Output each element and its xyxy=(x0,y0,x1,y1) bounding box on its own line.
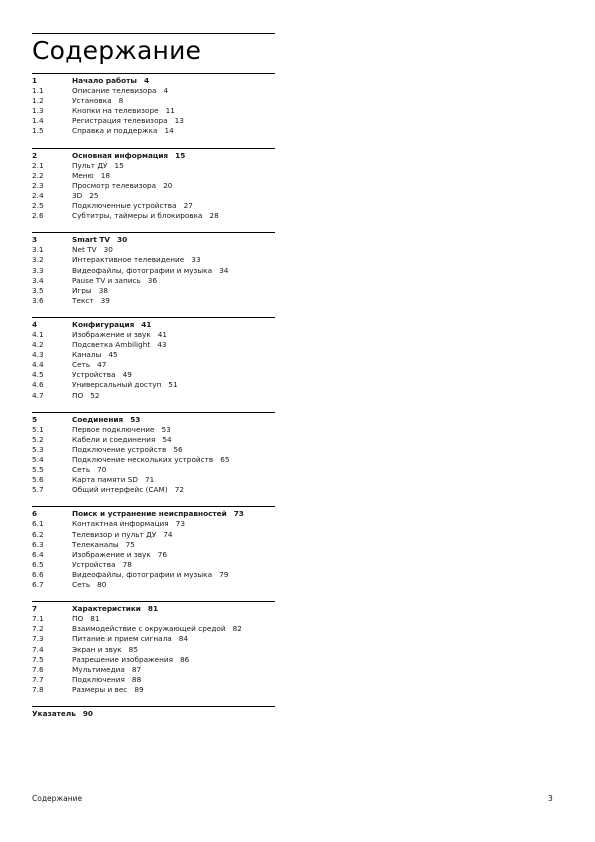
entry-page-number: 81 xyxy=(90,614,100,624)
toc-entry[interactable] xyxy=(32,685,275,695)
toc-section xyxy=(32,412,275,496)
chapter-page-number: 53 xyxy=(130,414,141,424)
entry-page-number: 53 xyxy=(161,424,171,434)
entry-number: 7.4 xyxy=(32,644,44,654)
entry-title-wrap xyxy=(72,614,275,624)
entry-title-wrap xyxy=(72,211,275,221)
entry-number: 4.3 xyxy=(32,350,44,360)
toc-section xyxy=(32,601,275,695)
entry-page-number: 25 xyxy=(89,190,99,200)
toc-entry[interactable] xyxy=(32,126,275,136)
entry-title-wrap xyxy=(72,161,275,171)
toc-entry[interactable] xyxy=(32,340,275,350)
entry-title: Первое подключение xyxy=(72,424,155,434)
footer-section-label: Содержание xyxy=(32,794,83,803)
entry-number: 5.4 xyxy=(32,455,44,464)
toc-entry[interactable] xyxy=(32,161,275,171)
entry-title: Подключенные устройства xyxy=(72,201,177,211)
entry-number: 1.2 xyxy=(32,96,44,106)
footer-page-number: 3 xyxy=(548,794,553,803)
toc-entry[interactable] xyxy=(32,350,275,360)
entry-title-wrap xyxy=(72,391,275,401)
entry-page-number: 56 xyxy=(173,444,183,454)
entry-title-wrap xyxy=(72,465,275,475)
toc-chapter-heading[interactable] xyxy=(32,509,275,519)
entry-title: Мультимедиа xyxy=(72,664,125,674)
toc-section xyxy=(32,148,275,222)
title-rule xyxy=(32,33,275,34)
toc-entry[interactable] xyxy=(32,530,275,540)
entry-title: Устройства xyxy=(72,370,116,380)
chapter-title: Smart TV xyxy=(72,235,111,245)
chapter-title: Конфигурация xyxy=(72,319,135,329)
toc-entry[interactable] xyxy=(32,286,275,296)
entry-title-wrap xyxy=(72,116,275,126)
entry-title-wrap xyxy=(72,550,275,560)
entry-page-number: 34 xyxy=(219,265,229,275)
toc-chapter-heading[interactable] xyxy=(32,320,275,330)
entry-title-wrap xyxy=(72,96,275,106)
entry-title-wrap xyxy=(72,245,275,255)
entry-title: Пульт ДУ xyxy=(72,160,108,170)
toc-section xyxy=(32,317,275,401)
entry-number: 7.3 xyxy=(32,634,44,644)
entry-number: 4.7 xyxy=(32,390,44,400)
entry-page-number: 4 xyxy=(163,86,169,96)
toc-chapter-heading[interactable] xyxy=(32,151,275,161)
toc-entry[interactable] xyxy=(32,624,275,634)
entry-title: Изображение и звук xyxy=(72,549,151,559)
entry-number: 2.4 xyxy=(32,190,44,200)
toc-entry[interactable] xyxy=(32,296,275,306)
entry-title-wrap xyxy=(72,181,275,191)
toc-entry[interactable] xyxy=(32,580,275,590)
entry-number: 7.8 xyxy=(32,684,44,694)
chapter-number: 7 xyxy=(32,604,38,614)
entry-title: ПО xyxy=(72,390,84,400)
chapter-number: 3 xyxy=(32,235,38,245)
entry-page-number: 54 xyxy=(162,434,172,444)
entry-title-wrap xyxy=(72,675,275,685)
entry-number: 2.2 xyxy=(32,170,44,180)
entry-number: 4.2 xyxy=(32,340,44,350)
entry-title-wrap xyxy=(72,540,275,550)
entry-number: 7.7 xyxy=(32,674,44,684)
chapter-number: 4 xyxy=(32,319,38,329)
entry-page-number: 71 xyxy=(145,475,155,485)
entry-title-wrap xyxy=(72,570,275,580)
chapter-number: 5 xyxy=(32,414,38,424)
entry-title: Кнопки на телевизоре xyxy=(72,106,159,116)
toc-entry[interactable] xyxy=(32,255,275,265)
chapter-title-wrap xyxy=(72,604,275,614)
entry-title-wrap xyxy=(72,286,275,296)
entry-title-wrap xyxy=(72,445,275,455)
chapter-number: 6 xyxy=(32,509,38,519)
toc-entry[interactable] xyxy=(32,475,275,485)
entry-page-number: 86 xyxy=(180,654,190,664)
entry-title: Каналы xyxy=(72,350,102,360)
entry-page-number: 74 xyxy=(163,529,173,539)
entry-title: Универсальный доступ xyxy=(72,380,162,390)
toc-entry[interactable] xyxy=(32,560,275,570)
entry-number: 3.5 xyxy=(32,285,44,295)
entry-number: 6.1 xyxy=(32,519,44,529)
toc-entry[interactable] xyxy=(32,435,275,445)
entry-number: 7.1 xyxy=(32,614,44,624)
toc-entry[interactable] xyxy=(32,201,275,211)
entry-page-number: 18 xyxy=(100,170,110,180)
entry-title-wrap xyxy=(72,665,275,675)
toc-entry[interactable] xyxy=(32,391,275,401)
entry-title: Просмотр телевизора xyxy=(72,180,157,190)
entry-number: 6.3 xyxy=(32,539,44,549)
entry-title-wrap xyxy=(72,350,275,360)
entry-title: Экран и звук xyxy=(72,644,122,654)
chapter-page-number: 41 xyxy=(141,319,152,329)
index-entry-block xyxy=(32,706,275,719)
entry-title: Регистрация телевизора xyxy=(72,116,168,126)
entry-title-wrap xyxy=(72,655,275,665)
entry-title: Подключение устройств xyxy=(72,444,167,454)
entry-page-number: 52 xyxy=(90,390,100,400)
entry-number: 6.6 xyxy=(32,569,44,579)
entry-page-number: 14 xyxy=(164,126,174,136)
entry-page-number: 49 xyxy=(122,370,132,380)
entry-title: Подключения xyxy=(72,674,125,684)
chapter-title-wrap xyxy=(72,509,275,519)
entry-page-number: 13 xyxy=(174,116,184,126)
entry-title: Телеканалы xyxy=(72,539,119,549)
toc-entry[interactable] xyxy=(32,245,275,255)
entry-page-number: 78 xyxy=(122,559,132,569)
toc-entry[interactable] xyxy=(32,665,275,675)
entry-page-number: 79 xyxy=(219,569,229,579)
toc-entry[interactable] xyxy=(32,455,275,465)
toc-entry[interactable] xyxy=(32,655,275,665)
entry-title: Видеофайлы, фотографии и музыка xyxy=(72,569,213,579)
toc-entry[interactable] xyxy=(32,614,275,624)
entry-number: 5.3 xyxy=(32,444,44,454)
entry-title-wrap xyxy=(72,126,275,136)
chapter-page-number: 30 xyxy=(117,235,128,245)
entry-title-wrap xyxy=(72,380,275,390)
toc-entry[interactable] xyxy=(32,465,275,475)
entry-number: 7.2 xyxy=(32,624,44,634)
chapter-page-number: 15 xyxy=(175,150,186,160)
chapter-title-wrap xyxy=(72,235,275,245)
entry-title: Интерактивное телевидение xyxy=(72,255,185,265)
toc-entry[interactable] xyxy=(32,330,275,340)
entry-number: 5.1 xyxy=(32,424,44,434)
entry-number: 3.4 xyxy=(32,275,44,285)
entry-page-number: 89 xyxy=(134,684,144,694)
entry-page-number: 51 xyxy=(168,380,178,390)
entry-title-wrap xyxy=(72,560,275,570)
toc-section xyxy=(32,506,275,590)
entry-number: 4.5 xyxy=(32,370,44,380)
entry-page-number: 88 xyxy=(131,674,142,684)
chapter-page-number: 81 xyxy=(147,604,159,614)
entry-number: 2.5 xyxy=(32,201,44,211)
entry-title: Сеть xyxy=(72,465,91,475)
entry-title-wrap xyxy=(72,455,275,465)
entry-title: Общий интерфейс (CAM) xyxy=(72,485,168,495)
entry-page-number: 47 xyxy=(97,360,107,370)
entry-title-wrap xyxy=(72,276,275,286)
entry-title-wrap xyxy=(72,530,275,540)
entry-number: 5.5 xyxy=(32,465,44,475)
chapter-title-wrap xyxy=(72,151,275,161)
entry-title: Текст xyxy=(72,295,94,305)
entry-page-number: 36 xyxy=(147,275,158,285)
entry-title: Разрешение изображения xyxy=(72,654,174,664)
entry-title-wrap xyxy=(72,425,275,435)
entry-title: Меню xyxy=(72,170,94,180)
toc-chapter-heading[interactable] xyxy=(32,76,275,86)
entry-number: 2.1 xyxy=(32,160,44,170)
entry-title: Установка xyxy=(72,96,112,106)
toc-entry[interactable] xyxy=(32,445,275,455)
entry-page-number: 33 xyxy=(191,255,201,265)
entry-title-wrap xyxy=(72,86,275,96)
chapter-title-wrap xyxy=(72,320,275,330)
entry-page-number: 45 xyxy=(108,350,118,360)
entry-number: 3.1 xyxy=(32,245,44,255)
entry-number: 2.3 xyxy=(32,180,44,190)
toc-entry[interactable] xyxy=(32,116,275,126)
entry-title: Телевизор и пульт ДУ xyxy=(72,529,157,539)
entry-number: 6.5 xyxy=(32,559,44,569)
entry-title-wrap xyxy=(72,485,275,495)
toc-entry[interactable] xyxy=(32,266,275,276)
table-of-contents xyxy=(32,73,275,719)
toc-chapter-heading[interactable] xyxy=(32,604,275,614)
entry-title-wrap xyxy=(72,475,275,485)
entry-title-wrap xyxy=(72,519,275,529)
entry-number: 5.7 xyxy=(32,485,44,495)
toc-entry[interactable] xyxy=(32,276,275,286)
entry-title-wrap xyxy=(72,191,275,201)
entry-title-wrap xyxy=(72,645,275,655)
entry-title-wrap xyxy=(72,266,275,276)
entry-page-number: 8 xyxy=(118,96,124,106)
toc-entry[interactable] xyxy=(32,211,275,221)
entry-page-number: 87 xyxy=(131,664,142,674)
entry-title-wrap xyxy=(72,435,275,445)
entry-page-number: 75 xyxy=(125,539,135,549)
toc-entry[interactable] xyxy=(32,645,275,655)
toc-entry[interactable] xyxy=(32,360,275,370)
entry-page-number: 65 xyxy=(220,455,230,464)
toc-entry[interactable] xyxy=(32,96,275,106)
entry-title: Видеофайлы, фотографии и музыка xyxy=(72,265,213,275)
entry-number: 4.6 xyxy=(32,380,44,390)
entry-number: 3.2 xyxy=(32,255,44,265)
entry-page-number: 80 xyxy=(97,580,107,590)
entry-page-number: 20 xyxy=(163,180,173,190)
chapter-title-wrap xyxy=(72,76,275,86)
chapter-title: Основная информация xyxy=(72,150,169,160)
entry-title-wrap xyxy=(72,360,275,370)
entry-title: Подсветка Ambilight xyxy=(72,340,151,350)
entry-title: Субтитры, таймеры и блокировка xyxy=(72,211,203,221)
toc-entry[interactable] xyxy=(32,675,275,685)
chapter-title: Начало работы xyxy=(72,76,137,85)
chapter-title: Поиск и устранение неисправностей xyxy=(72,509,227,519)
entry-title-wrap xyxy=(72,201,275,211)
toc-entry[interactable] xyxy=(32,550,275,560)
entry-page-number: 27 xyxy=(183,201,193,211)
entry-number: 6.7 xyxy=(32,580,44,590)
toc-entry[interactable] xyxy=(32,370,275,380)
toc-entry[interactable] xyxy=(32,106,275,116)
toc-entry[interactable] xyxy=(32,86,275,96)
index-label: Указатель xyxy=(32,708,76,718)
entry-number: 4.1 xyxy=(32,329,44,339)
toc-entry[interactable] xyxy=(32,540,275,550)
chapter-title-wrap xyxy=(72,415,275,425)
entry-title: Устройства xyxy=(72,559,116,569)
entry-title-wrap xyxy=(72,685,275,695)
entry-page-number: 43 xyxy=(157,340,167,350)
toc-entry[interactable] xyxy=(32,380,275,390)
toc-entry[interactable] xyxy=(32,485,275,495)
entry-title: Питание и прием сигнала xyxy=(72,634,172,644)
entry-number: 7.6 xyxy=(32,664,44,674)
entry-title: Размеры и вес xyxy=(72,684,128,694)
entry-number: 5.6 xyxy=(32,475,44,485)
toc-entry[interactable] xyxy=(32,570,275,580)
entry-title-wrap xyxy=(72,340,275,350)
entry-page-number: 73 xyxy=(175,519,185,529)
chapter-number: 1 xyxy=(32,76,38,85)
entry-title-wrap xyxy=(72,634,275,644)
entry-page-number: 76 xyxy=(157,549,168,559)
page-title: Содержание xyxy=(32,36,202,65)
entry-title-wrap xyxy=(72,330,275,340)
entry-page-number: 39 xyxy=(100,295,110,305)
entry-title: Описание телевизора xyxy=(72,86,157,96)
entry-page-number: 30 xyxy=(103,245,113,255)
entry-title-wrap xyxy=(72,296,275,306)
entry-page-number: 28 xyxy=(209,211,219,221)
toc-chapter-heading[interactable] xyxy=(32,235,275,245)
index-page-number: 90 xyxy=(82,708,93,718)
entry-title: Игры xyxy=(72,285,92,295)
entry-title-wrap xyxy=(72,255,275,265)
entry-number: 7.5 xyxy=(32,654,44,664)
chapter-number: 2 xyxy=(32,150,38,160)
entry-page-number: 11 xyxy=(165,106,175,116)
entry-number: 1.3 xyxy=(32,106,44,116)
entry-title: Сеть xyxy=(72,360,91,370)
entry-number: 2.6 xyxy=(32,211,44,221)
entry-title: Net TV xyxy=(72,245,97,255)
chapter-page-number: 73 xyxy=(233,509,244,519)
toc-entry[interactable] xyxy=(32,181,275,191)
toc-entry[interactable] xyxy=(32,519,275,529)
entry-page-number: 41 xyxy=(157,329,168,339)
entry-title: Сеть xyxy=(72,580,91,590)
entry-title: Контактная информация xyxy=(72,519,169,529)
entry-page-number: 82 xyxy=(232,624,242,634)
toc-section xyxy=(32,232,275,306)
toc-entry[interactable] xyxy=(32,634,275,644)
entry-number: 1.5 xyxy=(32,126,44,136)
entry-page-number: 72 xyxy=(174,485,184,495)
entry-title: Кабели и соединения xyxy=(72,434,156,444)
chapter-title: Характеристики xyxy=(72,604,141,614)
chapter-page-number: 4 xyxy=(143,76,150,85)
entry-number: 1.4 xyxy=(32,116,44,126)
entry-number: 1.1 xyxy=(32,86,44,96)
toc-section xyxy=(32,73,275,137)
entry-title-wrap xyxy=(72,580,275,590)
entry-page-number: 84 xyxy=(178,634,189,644)
entry-title-wrap xyxy=(72,171,275,181)
entry-number: 4.4 xyxy=(32,360,44,370)
entry-number: 6.2 xyxy=(32,529,44,539)
entry-page-number: 38 xyxy=(98,285,108,295)
entry-page-number: 85 xyxy=(128,644,138,654)
entry-title: Взаимодействие с окружающей средой xyxy=(72,624,226,634)
toc-chapter-heading[interactable] xyxy=(32,415,275,425)
index-entry[interactable] xyxy=(32,709,275,719)
entry-number: 6.4 xyxy=(32,549,44,559)
entry-title: Карта памяти SD xyxy=(72,475,139,485)
entry-title: Изображение и звук xyxy=(72,329,151,339)
toc-entry[interactable] xyxy=(32,171,275,181)
entry-number: 5.2 xyxy=(32,434,44,444)
entry-title: ПО xyxy=(72,614,84,624)
entry-page-number: 15 xyxy=(114,160,124,170)
toc-entry[interactable] xyxy=(32,425,275,435)
entry-title: Подключение нескольких устройств xyxy=(72,455,214,464)
entry-page-number: 70 xyxy=(97,465,107,475)
entry-title: 3D xyxy=(72,190,83,200)
toc-entry[interactable] xyxy=(32,191,275,201)
entry-title-wrap xyxy=(72,106,275,116)
entry-title: Справка и поддержка xyxy=(72,126,158,136)
entry-title: Pause TV и запись xyxy=(72,275,141,285)
entry-title-wrap xyxy=(72,370,275,380)
chapter-title: Соединения xyxy=(72,414,124,424)
entry-number: 3.6 xyxy=(32,295,44,305)
entry-number: 3.3 xyxy=(32,265,44,275)
entry-title-wrap xyxy=(72,624,275,634)
